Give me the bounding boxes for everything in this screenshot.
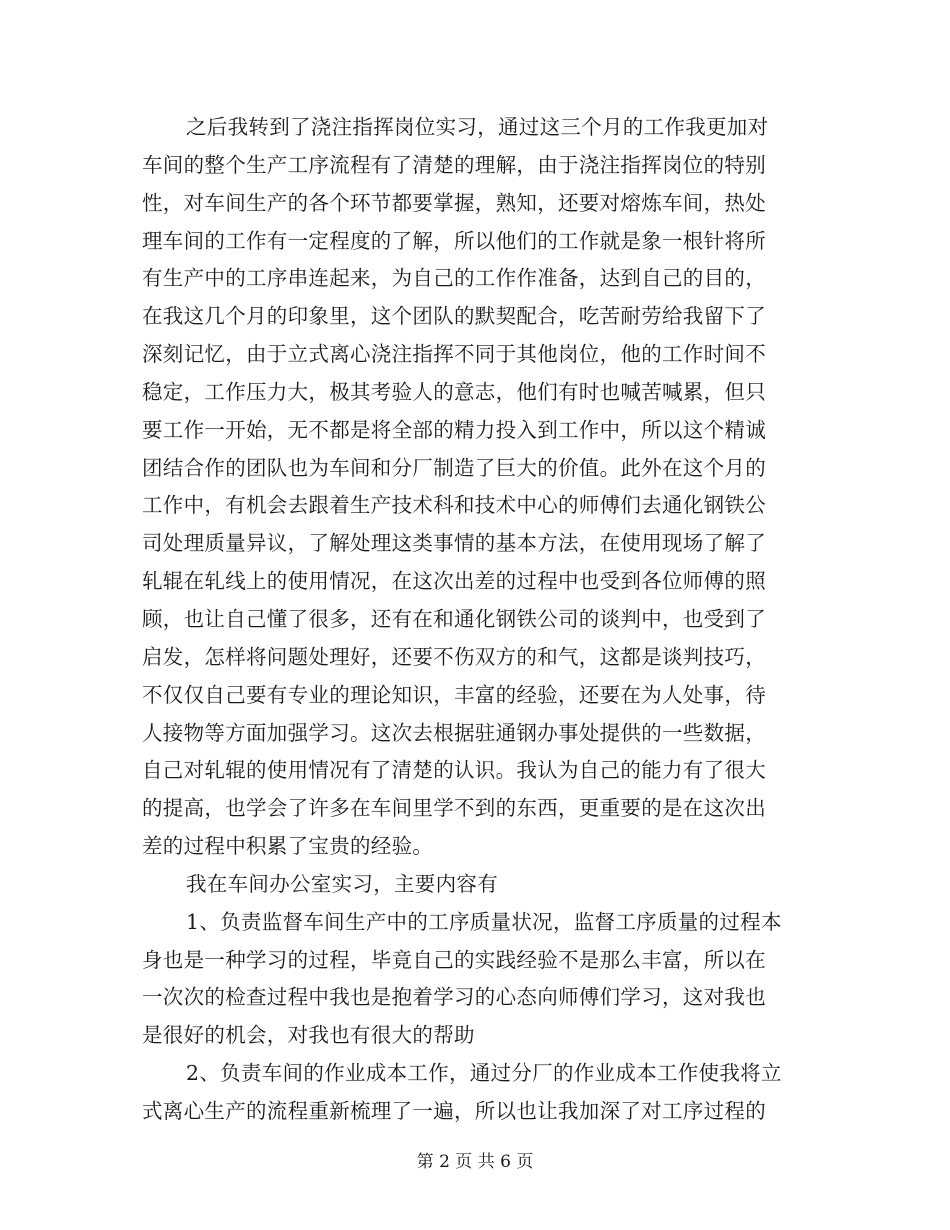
paragraph-line: 之后我转到了浇注指挥岗位实习，通过这三个月的工作我更加对 [186,115,769,139]
paragraph-line: 我在车间办公室实习，主要内容有 [186,871,498,896]
paragraph-line: 理车间的工作有一定程度的了解，所以他们的工作就是象一根针将所 [142,228,766,253]
paragraph-line: 一次次的检查过程中我也是抱着学习的心态向师傅们学习，这对我也 [142,985,766,1010]
paragraph-line: 深刻记忆，由于立式离心浇注指挥不同于其他岗位，他的工作时间不 [142,342,766,367]
paragraph-line: 不仅仅自己要有专业的理论知识，丰富的经验，还要在为人处事，待 [142,682,766,707]
paragraph-line: 身也是一种学习的过程，毕竟自己的实践经验不是那么丰富，所以在 [142,947,766,972]
paragraph-line: 稳定，工作压力大，极其考验人的意志，他们有时也喊苦喊累，但只 [142,379,766,404]
paragraph-line: 1、负责监督车间生产中的工序质量状况，监督工序质量的过程本 [186,909,782,934]
paragraph-line: 团结合作的团队也为车间和分厂制造了巨大的价值。此外在这个月的 [142,455,766,480]
paragraph-line: 司处理质量异议，了解处理这类事情的基本方法，在使用现场了解了 [142,531,766,556]
paragraph-line: 差的过程中积累了宝贵的经验。 [142,834,434,859]
paragraph-line: 工作中，有机会去跟着生产技术科和技术中心的师傅们去通化钢铁公 [142,493,766,518]
document-body [142,109,812,1131]
paragraph-line: 在我这几个月的印象里，这个团队的默契配合，吃苦耐劳给我留下了 [142,304,766,329]
paragraph-line: 性，对车间生产的各个环节都要掌握，熟知，还要对熔炼车间，热处 [142,190,766,215]
paragraph-line: 是很好的机会，对我也有很大的帮助 [142,1023,475,1048]
paragraph-line: 的提高，也学会了许多在车间里学不到的东西，更重要的是在这次出 [142,796,766,821]
page-number-footer: 第 2 页 共 6 页 [416,1152,534,1172]
paragraph-line: 人接物等方面加强学习。这次去根据驻通钢办事处提供的一些数据， [142,720,766,745]
paragraph-line: 式离心生产的流程重新梳理了一遍，所以也让我加深了对工序过程的 [142,1098,766,1123]
paragraph-line: 车间的整个生产工序流程有了清楚的理解，由于浇注指挥岗位的特别 [142,152,766,177]
paragraph-line: 2、负责车间的作业成本工作，通过分厂的作业成本工作使我将立 [186,1061,782,1086]
paragraph-line: 启发，怎样将问题处理好，还要不伤双方的和气，这都是谈判技巧， [142,644,766,669]
paragraph-line: 要工作一开始，无不都是将全部的精力投入到工作中，所以这个精诚 [142,417,766,442]
paragraph-line: 顾，也让自己懂了很多，还有在和通化钢铁公司的谈判中，也受到了 [142,606,766,631]
paragraph-line: 有生产中的工序串连起来，为自己的工作作准备，达到自己的目的， [142,266,766,291]
paragraph-line: 轧辊在轧线上的使用情况，在这次出差的过程中也受到各位师傅的照 [142,569,766,594]
paragraph-line: 自己对轧辊的使用情况有了清楚的认识。我认为自己的能力有了很大 [142,758,766,783]
